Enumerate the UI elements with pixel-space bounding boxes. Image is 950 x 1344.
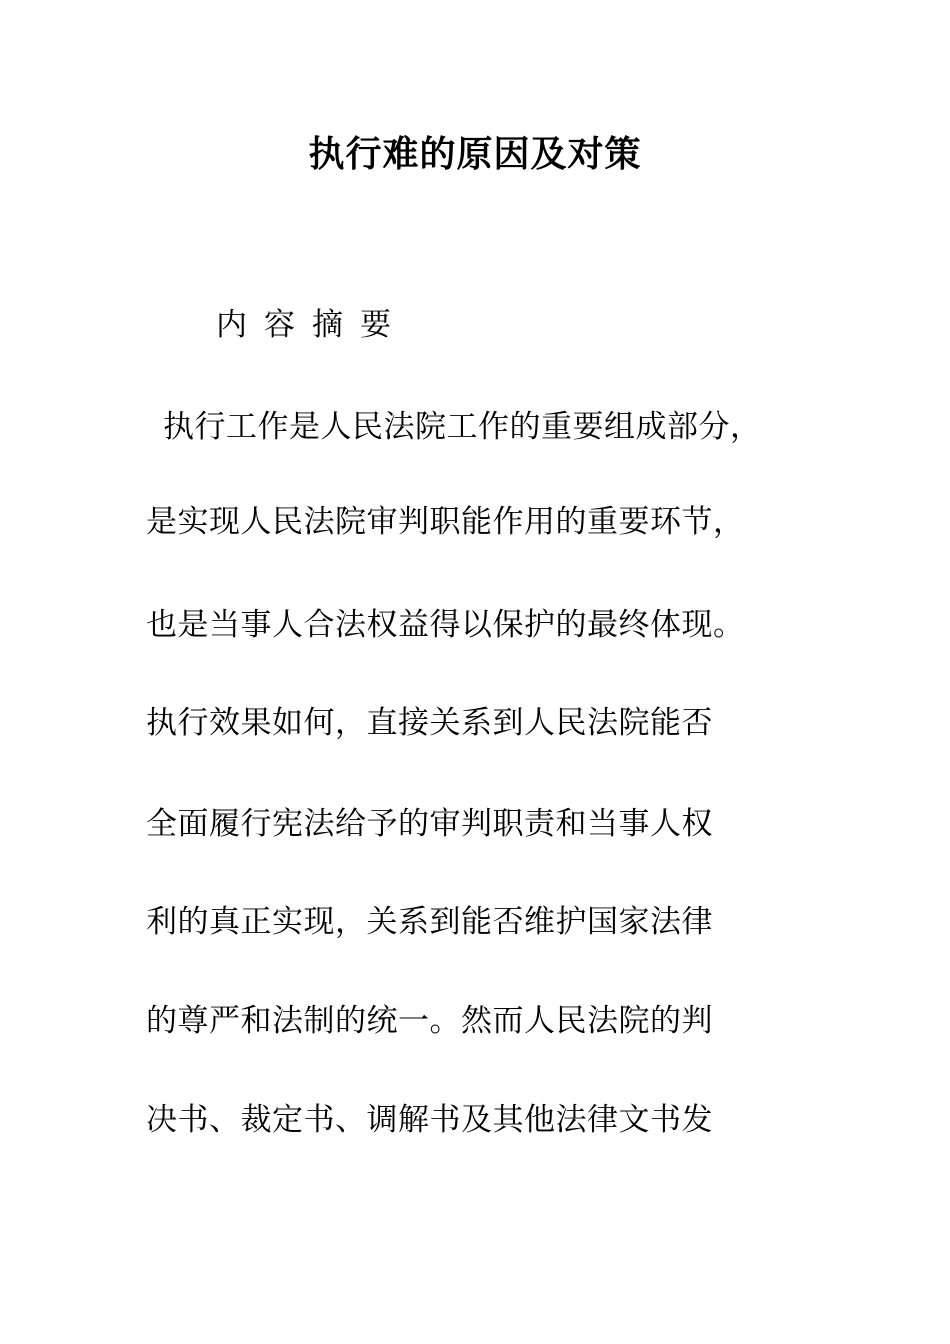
body-line: 执行效果如何，直接关系到人民法院能否 — [146, 705, 713, 741]
body-line: 执行工作是人民法院工作的重要组成部分， — [163, 409, 762, 445]
document-title: 执行难的原因及对策 — [308, 133, 642, 175]
abstract-heading: 内容摘要 — [216, 307, 408, 343]
body-line: 利的真正实现，关系到能否维护国家法律 — [146, 904, 713, 940]
body-line: 决书、裁定书、调解书及其他法律文书发 — [146, 1102, 713, 1138]
body-line: 的尊严和法制的统一。然而人民法院的判 — [146, 1003, 713, 1039]
body-line: 全面履行宪法给予的审判职责和当事人权 — [146, 806, 713, 842]
body-line: 也是当事人合法权益得以保护的最终体现。 — [146, 607, 745, 643]
body-line: 是实现人民法院审判职能作用的重要环节， — [146, 504, 745, 540]
